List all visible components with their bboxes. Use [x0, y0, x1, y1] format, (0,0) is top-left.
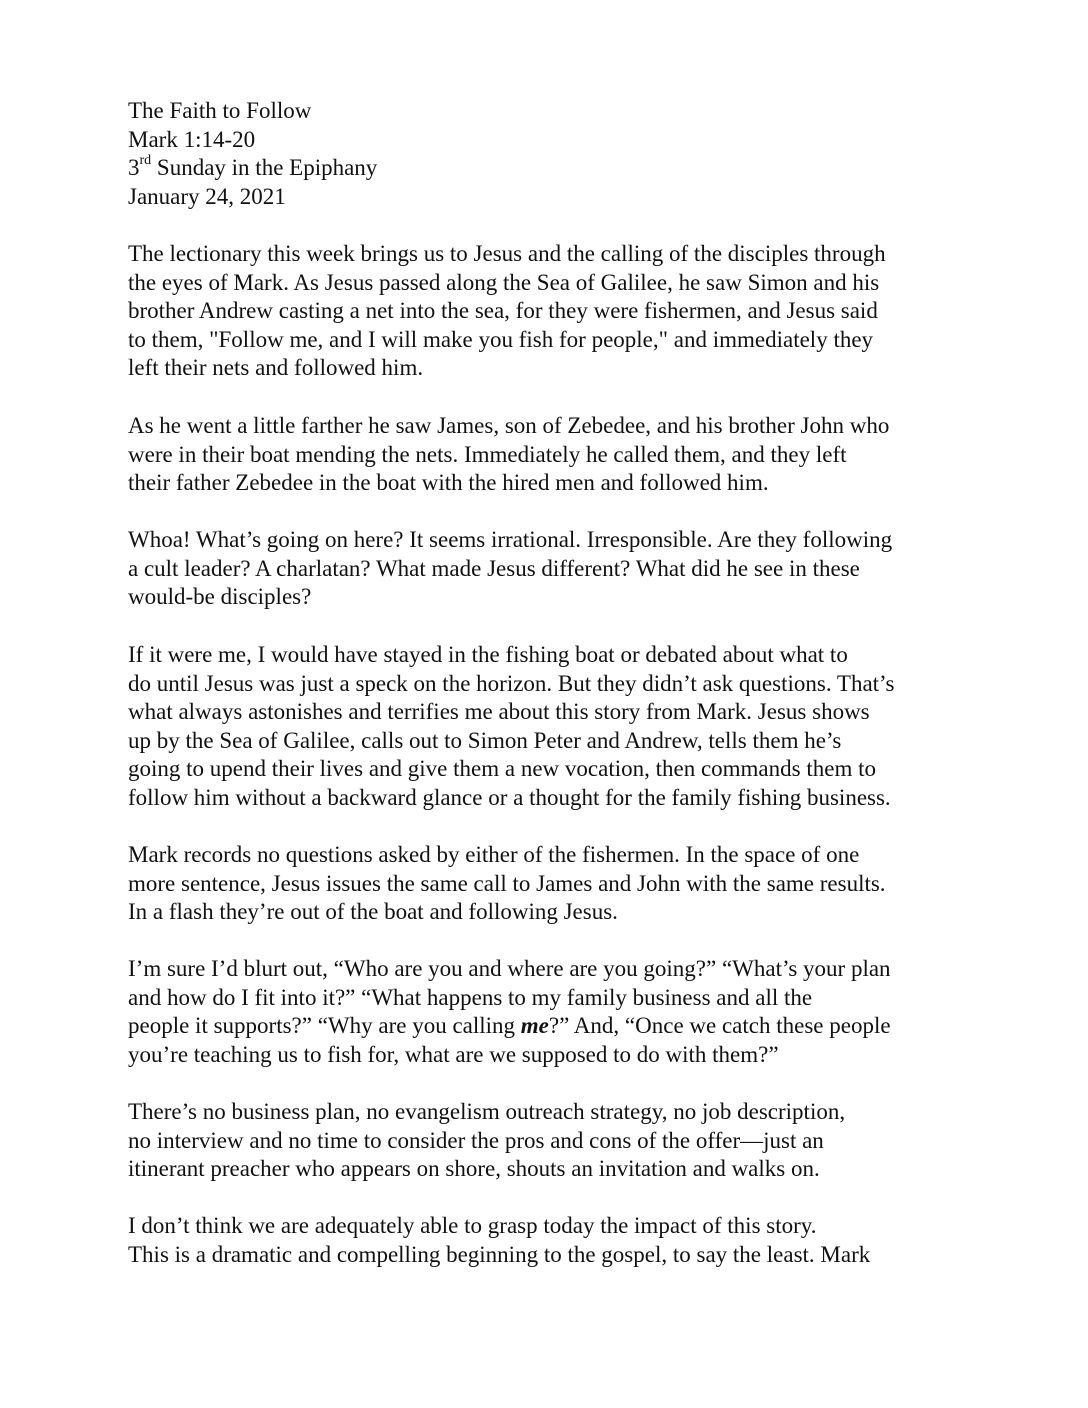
emphasized-word: me: [520, 1013, 549, 1038]
paragraph-3: [128, 526, 988, 612]
paragraph-5: [128, 841, 988, 927]
text-line: and how do I fit into it?” “What happens to my family business and all the: [128, 984, 813, 1010]
text-line: what always astonishes and terrifies me about this story from Mark. Jesus shows: [128, 699, 870, 724]
text-line: left their nets and followed him.: [128, 355, 424, 380]
paragraph-7: [128, 1098, 988, 1184]
text-segment: ?” And, “Once we catch these people: [548, 1013, 891, 1038]
text-line: The lectionary this week brings us to Jesus and the calling of the disciples through: [128, 241, 886, 266]
text-line: I’m sure I’d blurt out, “Who are you and where are you going?” “What’s your plan: [128, 956, 891, 981]
text-line: were in their boat mending the nets. Immediately he called them, and they left: [128, 441, 847, 467]
text-line: up by the Sea of Galilee, calls out to Simon Peter and Andrew, tells them he’s: [128, 727, 842, 753]
paragraph-1: [128, 240, 988, 383]
liturgical-occasion: [128, 154, 988, 183]
text-line: a cult leader? A charlatan? What made Jesus different? What did he see in these: [128, 555, 860, 581]
text-line: more sentence, Jesus issues the same call to James and John with the same results.: [128, 870, 886, 896]
text-line: This is a dramatic and compelling beginning to the gospel, to say the least. Mark: [128, 1241, 871, 1267]
text-line: brother Andrew casting a net into the sea, for they were fishermen, and Jesus said: [128, 298, 878, 323]
occasion-text: Sunday in the Epiphany: [151, 155, 378, 180]
text-line: the eyes of Mark. As Jesus passed along the Sea of Galilee, he saw Simon and his: [128, 269, 880, 295]
paragraph-2: [128, 412, 988, 498]
text-line: no interview and no time to consider the pros and cons of the offer—just an: [128, 1127, 824, 1153]
paragraph-4: [128, 641, 988, 812]
text-segment: people it supports?” “Why are you calling: [128, 1013, 521, 1038]
sermon-title: The Faith to Follow: [128, 98, 312, 123]
text-line: would-be disciples?: [128, 584, 312, 609]
text-line: I don’t think we are adequately able to grasp today the impact of this story.: [128, 1213, 817, 1238]
text-line: their father Zebedee in the boat with the hired men and followed him.: [128, 470, 769, 495]
sermon-header: [128, 97, 988, 211]
paragraph-6: [128, 955, 988, 1069]
text-line: to them, "Follow me, and I will make you fish for people," and immediately they: [128, 326, 874, 352]
text-line: In a flash they’re out of the boat and following Jesus.: [128, 899, 618, 924]
sermon-date: January 24, 2021: [128, 183, 286, 209]
paragraph-8: [128, 1212, 988, 1269]
occasion-suffix: rd: [139, 153, 152, 169]
text-line: Mark records no questions asked by either of the fishermen. In the space of one: [128, 842, 860, 867]
occasion-ordinal: 3: [128, 155, 140, 180]
text-line: going to upend their lives and give them a new vocation, then commands them to: [128, 756, 876, 781]
text-line: itinerant preacher who appears on shore, shouts an invitation and walks on.: [128, 1156, 820, 1181]
scripture-reference: Mark 1:14-20: [128, 126, 256, 152]
text-line: There’s no business plan, no evangelism outreach strategy, no job description,: [128, 1099, 846, 1124]
text-line: If it were me, I would have stayed in the fishing boat or debated about what to: [128, 642, 848, 667]
text-line: do until Jesus was just a speck on the horizon. But they didn’t ask questions. That’s: [128, 670, 895, 696]
text-line: As he went a little farther he saw James, son of Zebedee, and his brother John who: [128, 413, 890, 438]
text-line-with-emphasis: [128, 1012, 988, 1041]
text-line: Whoa! What’s going on here? It seems irrational. Irresponsible. Are they following: [128, 527, 893, 552]
text-line: you’re teaching us to fish for, what are we supposed to do with them?”: [128, 1041, 779, 1067]
text-line: follow him without a backward glance or a thought for the family fishing business.: [128, 784, 891, 810]
